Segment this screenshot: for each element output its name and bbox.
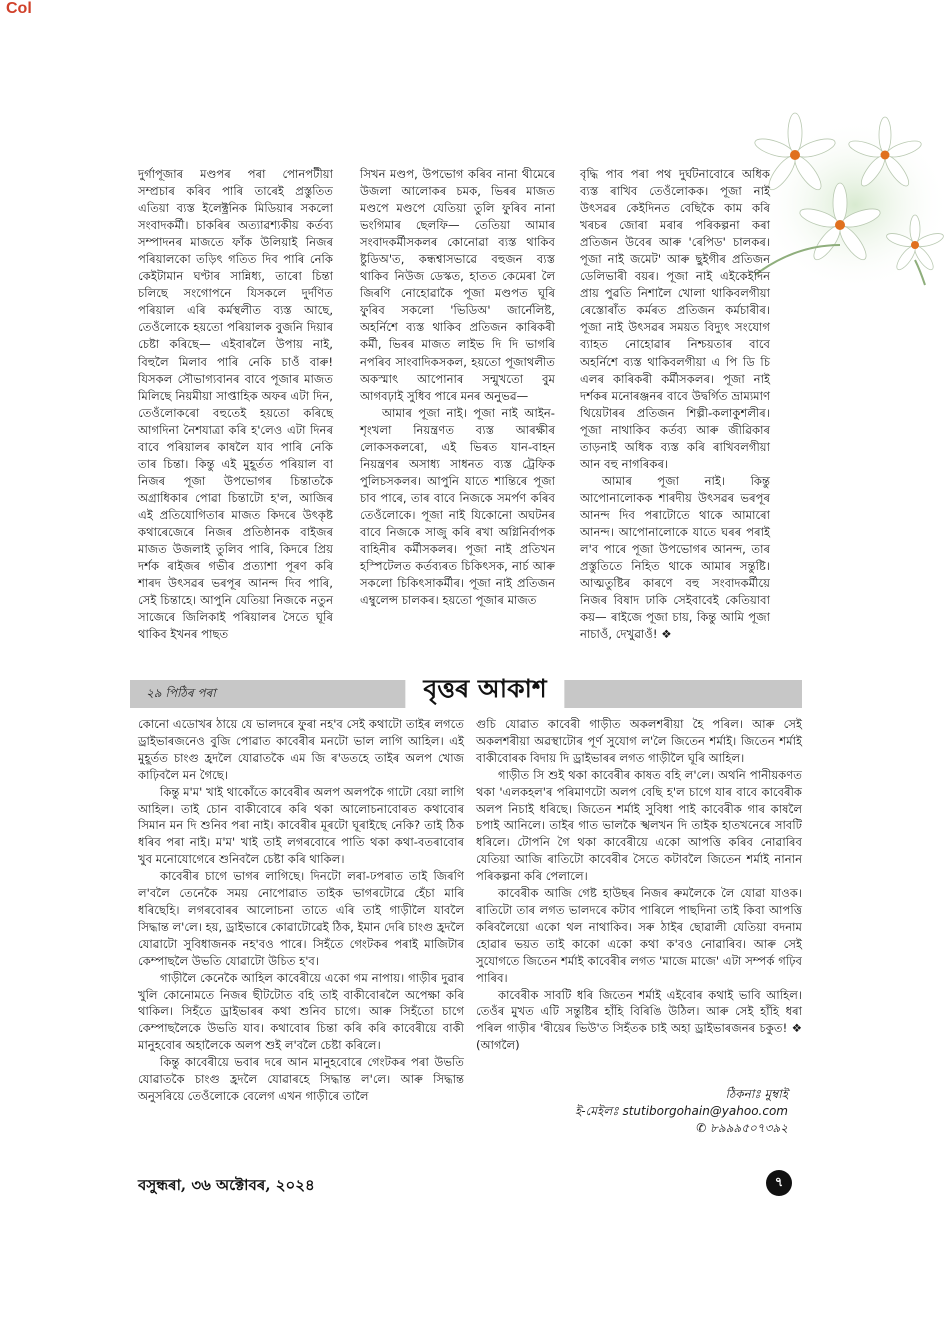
paragraph: গুচি যোৱাত কাবেৰী গাড়ীত অকলশৰীয়া হৈ পৰিল। আৰু সেই অকলশৰীয়া অৱস্থাটোৰ পূৰ্ণ সুযোগ ল'লৈ জিতেন শৰ্মাই। জিতেন শৰ্মাই বাকীবোৰক বিদায় দি ড্ৰাইভাৰৰ লগত গাড়ীলৈ ঘূৰি আহিল। [476, 717, 802, 765]
corner-tag: Col [6, 0, 32, 17]
paragraph: আমাৰ পূজা নাই। কিন্তু আপোনালোকক শাৰদীয় উৎসৱৰ ভৰপূৰ আনন্দ দিব পৰাটোতে থাকে আমাৰো আনন্দ। আপোনালোকে যাতে ঘৰৰ পৰাই ল'ব পাৰে পূজা উপভোগৰ আনন্দ, তাৰ প্ৰস্তুতিতে নিহিত থাকে আমাৰ সন্তুষ্টি। আত্মতুষ্টিৰ কাৰণে বহু সংবাদকৰ্মীয়ে নিজৰ বিষাদ ঢাকি সেইবাবেই কেতিয়াবা কয়— ৰাইজে পূজা চায়, কিন্তু আমি পূজা নাচাওঁ, দেখুৱাওঁ! ❖ [580, 473, 770, 642]
page-number-badge: ৭ [766, 1170, 792, 1196]
address-place: ঠিকনাঃ মুম্বাই [725, 1087, 788, 1101]
address-phone: ✆ ৮৯৯৯৫০৭৩৯২ [696, 1121, 788, 1135]
editorial-column-3 [580, 166, 770, 686]
editorial-column-1 [138, 166, 333, 686]
paragraph: গাড়ীলৈ কেনেকৈ আহিল কাবেৰীয়ে একো গম নাপায়। গাড়ীৰ দুৱাৰ খুলি কোনোমতে নিজৰ ছীটটোত বহি তাই বাকীবোৰলৈ অপেক্ষা কৰি থাকিল। সিহঁতে ড্ৰাইভাৰৰ কথা শুনিব চাগে। আৰু সিহঁতো চাগে কেম্পাছলৈকে উভতি যাব। কথাবোৰ চিন্তা কৰি কৰি কাবেৰীয়ে বাকী মানুহবোৰ অহালৈকে অলপ শুই ল'বলৈ চেষ্টা কৰিলে। [138, 970, 464, 1053]
paragraph: কিন্তু কাবেৰীয়ে ভবাৰ দৰে আন মানুহবোৰে গেংটকৰ পৰা উভতি যোৱাতকৈ চাংগু হ্ৰদলৈ যোৱাৰহে সিদ্ধান্ত ল'লে। আৰু সিদ্ধান্ত অনুসৰিয়ে তেওঁলোকে বেলেগ এখন গাড়ীৰে তালৈ [138, 1055, 464, 1103]
paragraph: সিখন মণ্ডপ, উপভোগ কৰিব নানা থীমেৰে উজলা আলোকৰ চমক, ভিৰৰ মাজত মণ্ডপে মণ্ডপে যেতিয়া তুলি ফুৰিব নানা ভংগিমাৰ ছেলফি— তেতিয়া আমাৰ সংবাদকৰ্মীসকলৰ কোনোৱা ব্যস্ত থাকিব ষ্টুডিঅ'ত, কন্ধশ্বাসভাৱে বহুজন ব্যস্ত থাকিব নিউজ ডেস্কত, হাতত কেমেৰা লৈ জিৰণি নোহোৱাকৈ পূজা মণ্ডপত ঘূৰি ফুৰিব সকলো 'ভিডিঅ' জাৰ্নেলিষ্ট, অহৰ্নিশে ব্যস্ত থাকিব প্ৰতিজন কাৰিকৰী কৰ্মী, ভিৰৰ মাজত লাইভ দি দি ভাগৰি নপৰিব সাংবাদিকসকল, হয়তো পূজাথলীত অকস্মাৎ আপোনাৰ সন্মুখতো বুম আগবঢ়াই সুধিব পাৰে মনৰ অনুভৱ— [360, 167, 555, 403]
story-column-1 [138, 716, 464, 1178]
paragraph: কাবেৰীৰ চাগে ভাগৰ লাগিছে। দিনটো লৰা-ঢপৰাত তাই জিৰণি ল'বলৈ তেনেকৈ সময় নোপোৱাত তাইক ভাগৰটোৱে হেঁচা মাৰি ধৰিছেহি। লগৰবোৰৰ আলোচনা তাতে এৰি তাই গাড়ীলৈ যাবলৈ সিদ্ধান্ত ল'লে। হয়, ড্ৰাইভাৰে কোৱাটোৱেই ঠিক, ইমান দেৰি চাংগু হ্ৰদলৈ যোৱাটো সুবিধাজনক নহ'বও পাৰে। সিহঁতে গেংটকৰ পৰাই মাজিটাৰ কেম্পাছলৈ উভতি যোৱাটো উচিত হ'ব। [138, 869, 464, 968]
author-address [560, 1086, 788, 1137]
story-title: বৃত্তৰ আকাশ [405, 670, 564, 710]
paragraph: কিন্তু ম'ম' খাই থাকোঁতে কাবেৰীৰ অলপ অলপকৈ গাটো বেয়া লাগি আহিল। তাই চোন বাকীবোৰে কৰি থকা আলোচনাবোৰত কথাবোৰ সিমান মন দি শুনিব পৰা নাই। কাবেৰীৰ মূৰটো ঘূৰাইছে নেকি? তাই ঠিক ধৰিব পৰা নাই। ম'ম' খাই তাই লগৰবোৰে পাতি থকা কথা-বতৰাবোৰ খুব মনোযোগেৰে শুনিবলৈ চেষ্টা কৰি থাকিল। [138, 784, 464, 867]
paragraph: কাবেৰীক সাবটি ধৰি জিতেন শৰ্মাই এইবোৰ কথাই ভাবি আহিল। তেওঁৰ মুখত এটি সন্তুষ্টিৰ হাঁহি বিৰিঙি উঠিল। আৰু সেই হাঁহি ধৰা পৰিল গাড়ীৰ 'ৰীয়েৰ ভিউ'ত সিহঁতক চাই অহা ড্ৰাইভাৰজনৰ চকুত! ❖ (আগলৈ) [476, 987, 802, 1053]
story-column-2 [476, 716, 802, 1053]
footer-masthead: বসুন্ধৰা, ৩৬ অক্টোবৰ, ২০২৪ [138, 1176, 315, 1194]
paragraph: কাবেৰীক আজি গেষ্ট হাউছৰ নিজৰ ৰুমলৈকে লৈ যোৱা যাওক। ৰাতিটো তাৰ লগত ভালদৰে কটাব পাৰিলে পাছদিনা তাই কিবা আপত্তি কৰিবলৈয়ো একো থল নাথাকিব। সৰু ঠাইৰ ছোৱালী যেতিয়া বদনাম হোৱাৰ ভয়ত তাই কাকো একো কথা ক'বও নোৱাৰিব। আৰু সেই সুযোগতে জিতেন শৰ্মাই কাবেৰীৰ লগত 'মাজে মাজে' এটা সম্পৰ্ক গঢ়িব পাৰিব। [476, 886, 802, 985]
paragraph: বৃদ্ধি পাব পৰা পথ দুৰ্ঘটনাবোৰে অধিক ব্যস্ত ৰাখিব তেওঁলোকক। পূজা নাই উৎসৱৰ কেইদিনত বেছিকৈ কাম কৰি খৰচৰ জোৰা মৰাৰ পৰিকল্পনা কৰা প্ৰতিজন উবেৰ আৰু 'ৰেপিড' চালকৰ। পূজা নাই জমেট' আৰু ছুইগীৰ প্ৰতিজন ডেলিভাৰী বয়ৰ। পূজা নাই এইকেইদিন প্ৰায় পুৱতি নিশালৈ খোলা থাকিবলগীয়া ৰেস্তোৰাঁত কৰ্মৰত প্ৰতিজন কৰ্মচাৰীৰ। পূজা নাই উৎসৱৰ সময়ত বিদ্যুৎ সংযোগ ব্যাহত নোহোৱাৰ নিশ্চয়তাৰ বাবে অহৰ্নিশে ব্যস্ত থাকিবলগীয়া এ পি ডি চি এলৰ কাৰিকৰী কৰ্মীসকলৰ। পূজা নাই দৰ্শকৰ মনোৰঞ্জনৰ বাবে উদ্বৰ্গিত ভ্ৰাম্যমাণ থিয়েটাৰৰ প্ৰতিজন শিল্পী-কলাকুশলীৰ। পূজা নাথাকিব কৰ্তব্য আৰু জীৱিকাৰ তাড়নাই অধিক ব্যস্ত কৰি ৰাখিবলগীয়া আন বহু নাগৰিকৰ। [580, 167, 770, 471]
address-email: ই-মেইলঃ stutiborgohain@yahoo.com [574, 1104, 788, 1118]
continued-from-label: ২৯ পিঠিৰ পৰা [146, 686, 216, 700]
paragraph: আমাৰ পূজা নাই। পূজা নাই আইন-শৃংখলা নিয়ন্ত্ৰণত ব্যস্ত আৰক্ষীৰ লোকসকলৰো, এই ভিৰত যান-বাহন নিয়ন্ত্ৰণৰ অসাধ্য সাধনত ব্যস্ত ট্ৰেফিক পুলিচসকলৰ। আপুনি যাতে শান্তিৰে পূজা চাব পাৰে, তাৰ বাবে নিজকে সমৰ্পণ কৰিব তেওঁলোকে। পূজা নাই যিকোনো অঘটনৰ বাবে নিজকে সাজু কৰি ৰখা অগ্নিনিৰ্বাপক বাহিনীৰ কৰ্মীসকলৰ। পূজা নাই প্ৰতিখন হস্পিটেলত কৰ্তব্যৰত চিকিৎসক, নাৰ্চ আৰু সকলো চিকিৎসাকৰ্মীৰ। পূজা নাই প্ৰতিজন এম্বুলেন্স চালকৰ। হয়তো পূজাৰ মাজত [360, 405, 555, 608]
paragraph: দুৰ্গাপূজাৰ মণ্ডপৰ পৰা পোনপটীয়া সম্প্ৰচাৰ কৰিব পাৰি তাৰেই প্ৰস্তুতিত এতিয়া ব্যস্ত ইলেক্ট্ৰনিক মিডিয়াৰ সকলো সংবাদকৰ্মী। চাকৰিৰ অত্যাৱশ্যকীয় কৰ্তব্য সম্পাদনৰ মাজতে ফাঁক উলিয়াই নিজৰ পৰিয়ালকো তড়িৎ গতিত দিব পাৰি নেকি কেইটামান ঘণ্টাৰ সান্নিধ্য, তাৰো চিন্তা চলিছে সংগোপনে যিসকলে দুৰ্দণিত পৰিয়াল এৰি কৰ্মস্থলীত ব্যস্ত আছে, তেওঁলোকে হয়তো পৰিয়ালক বুজনি দিয়াৰ চেষ্টা কৰিছে— এইবাৰলৈ উপায় নাই, বিহুলৈ মিলাব পাৰি নেকি চাওঁ বাৰু! যিসকল সৌভাগ্যবানৰ বাবে পূজাৰ মাজত মিলিছে নিয়মীয়া সাপ্তাহিক অফৰ এটা দিন, তেওঁলোকৰো বহুতেই হয়তো কৰিছে আগদিনা নৈশযাত্ৰা কৰি হ'লেও এটা দিনৰ বাবে পৰিয়ালৰ কাষলৈ যাব পাৰি নেকি তাৰ চিন্তা। কিন্তু এই মুহূৰ্তত পৰিয়াল বা নিজৰ পূজা উপভোগৰ চিন্তাতকৈ অগ্ৰাধিকাৰ পোৱা চিন্তাটো হ'ল, আজিৰ এই প্ৰতিযোগিতাৰ মাজত কিদৰে উৎকৃষ্ট কথাৰেজেৰে নিজৰ প্ৰতিষ্ঠানক বাইজৰ মাজত উজলাই তুলিব পাৰি, কিদৰে প্ৰিয় দৰ্শক ৰাইজৰ গভীৰ প্ৰত্যাশা পূৰণ কৰি শাৰদ উৎসৱৰ ভৰপূৰ আনন্দ দিব পাৰি, সেই চিন্তাহে। আপুনি যেতিয়া নিজকে নতুন সাজেৰে জিলিকাই পৰিয়ালৰ সৈতে ঘূৰি থাকিব ইখনৰ পাছত [138, 167, 333, 642]
paragraph: কোনো এডোখৰ ঠায়ে যে ভালদৰে ফুৰা নহ'ব সেই কথাটো তাইৰ লগতে ড্ৰাইভাৰজনেও বুজি পোৱাত কাবেৰীৰ মনটো ভাল লাগি আহিল। এই মুহূৰ্তত চাংগু হ্ৰদলৈ যোৱাতকৈ এম জি ৰ'ডতহে তাইৰ অলপ খোজ কাঢ়িবলৈ মন গৈছে। [138, 717, 464, 782]
editorial-column-2 [360, 166, 555, 686]
story-banner [130, 670, 802, 710]
paragraph: গাড়ীত সি শুই থকা কাবেৰীৰ কাষত বহি ল'লে। অথনি পানীয়কণত থকা 'এলকহল'ৰ পৰিমাণটো অলপ বেছি হ'ল চাগে যাৰ বাবে কাবেৰীক অলপ নিচাই ধৰিছে। জিতেন শৰ্মাই সুবিধা পাই কাবেৰীক গাৰ কাষলৈ চপাই আনিলে। তাইৰ গাত ভালকৈ স্খলখন দি তাইক হাতখনেৰে সাবটি ধৰিলে। টোপনি গৈ থকা কাবেৰীয়ে একো আপত্তি কৰিব নোৱাৰিব যেতিয়া আজি ৰাতিটো কাবেৰীৰ সৈতে কটাবলৈ জিতেন শৰ্মাই নানান পৰিকল্পনা কৰি পেলালে। [476, 767, 802, 884]
